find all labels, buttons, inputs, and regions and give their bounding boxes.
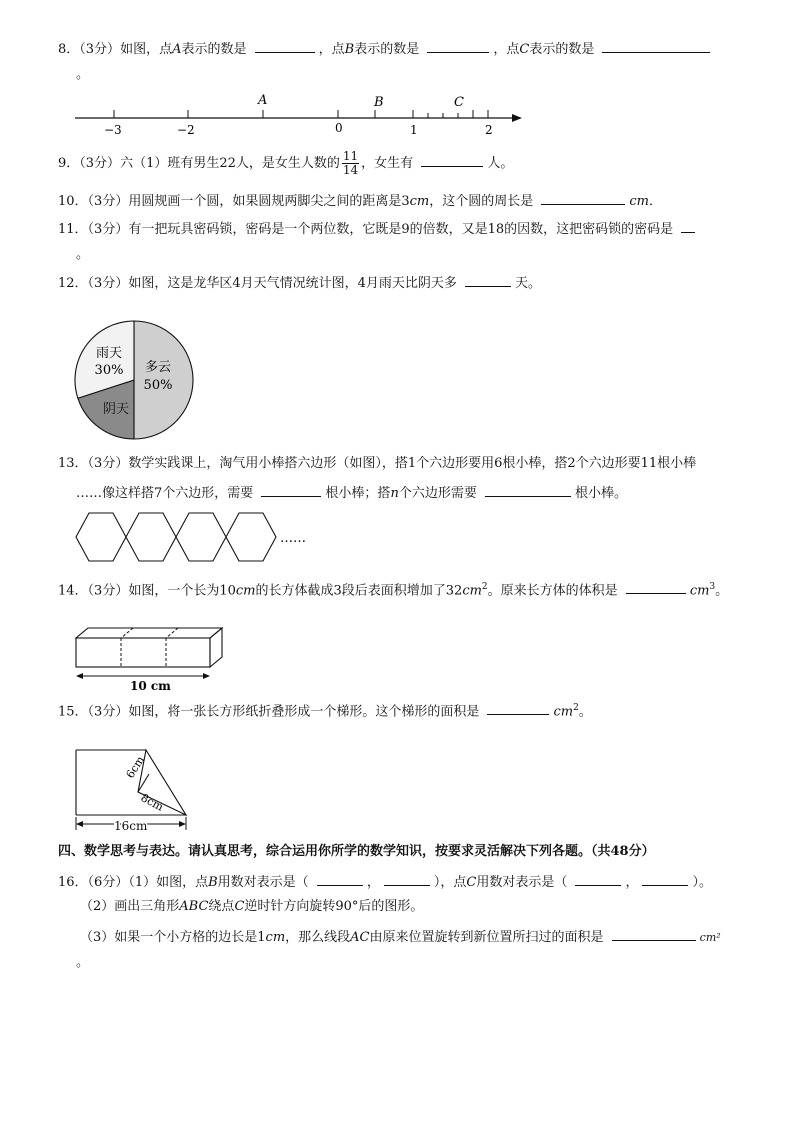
q16-point-c: C (234, 899, 245, 914)
q16-area-blank[interactable] (612, 926, 696, 941)
width-arrow-right (179, 821, 186, 827)
pie-value-cloudy: 50% (143, 378, 173, 393)
q8-point-c: C (519, 42, 530, 57)
q10-line (58, 190, 662, 211)
q14-answer-blank[interactable] (626, 579, 686, 594)
q13-text: 个六边形需要 (398, 486, 477, 501)
q15-score: （3分） (87, 704, 129, 720)
q9-answer-blank[interactable] (421, 152, 483, 167)
pie-value-rainy: 30% (94, 363, 124, 378)
cut-line-1-top (121, 628, 133, 638)
q16-text: （3）如果一个小方格的边长是1 (80, 930, 266, 945)
hexagon-2 (126, 513, 176, 561)
q16-text: ）。 (692, 875, 712, 890)
hexagon-4 (226, 513, 276, 561)
label-b: B (374, 95, 384, 110)
q8-score: （3分） (79, 42, 121, 57)
label-neg3: −3 (104, 123, 122, 137)
q16-number: 16． (58, 875, 88, 890)
q13-text: 根小棒；搭 (325, 486, 391, 501)
q13-answer-a-blank[interactable] (261, 482, 321, 497)
q8-text: 表示的数是 (529, 42, 595, 57)
label-a: A (258, 93, 268, 108)
q11-answer-blank[interactable] (681, 218, 695, 233)
side-label-6cm: 6cm (123, 753, 148, 781)
q16-segment-ac: AC (350, 930, 370, 945)
q8-text: ，点 (318, 42, 345, 57)
q16-text: 用数对表示是（ (476, 875, 568, 890)
q15-number: 15． (58, 704, 88, 720)
q14-sup: 3 (709, 582, 716, 592)
q16-b-x-blank[interactable] (317, 871, 363, 886)
q8-point-b: B (344, 42, 355, 57)
pie-label-cloudy: 多云 (144, 360, 172, 375)
q8-text: 表示的数是 (354, 42, 420, 57)
cuboid-side-face (210, 628, 222, 667)
q9-score: （3分） (79, 156, 121, 171)
q9-fraction (342, 150, 359, 177)
hexagon-1 (76, 513, 126, 561)
length-label: 10 cm (130, 679, 171, 692)
label-0: 0 (335, 121, 343, 135)
cuboid-top-face (76, 628, 222, 638)
q15-sup: 2 (573, 703, 579, 713)
q8-point-a: A (172, 42, 182, 57)
q16-point-b: B (208, 875, 218, 890)
q8-answer-c-blank[interactable] (602, 38, 710, 53)
q8-answer-a-blank[interactable] (255, 38, 315, 53)
q16-text: 由原来位置旋转到新位置所扫过的面积是 (369, 930, 604, 945)
label-2: 2 (485, 123, 493, 137)
q14-text: 如图，一个长为10 (128, 583, 236, 599)
q14-line (58, 578, 728, 600)
number-line-figure (70, 88, 530, 140)
q8-number: 8． (58, 42, 80, 57)
pie-label-overcast: 阴天 (102, 402, 130, 417)
q10-text: ，这个圆的周长是 (429, 194, 534, 209)
q12-score: （3分） (87, 276, 129, 291)
q15-answer-blank[interactable] (487, 700, 549, 715)
pie-label-rainy: 雨天 (95, 346, 123, 361)
q16-unit: cm (265, 930, 286, 945)
q13-line-2 (76, 482, 627, 503)
side-label-8cm: 8cm (138, 791, 166, 814)
q14-number: 14． (58, 583, 88, 599)
q16-c-x-blank[interactable] (575, 871, 621, 886)
width-arrow-left (76, 821, 83, 827)
q10-unit: cm (629, 194, 649, 209)
q16-end: 。 (76, 955, 90, 970)
q16-text: ， (625, 875, 639, 890)
q12-number: 12． (58, 276, 88, 291)
q16-line-1 (58, 871, 712, 892)
q16-score: （6分） (87, 875, 129, 890)
q8-end: 。 (76, 67, 90, 82)
q10-unit: cm (409, 194, 430, 209)
q14-unit: cm (689, 583, 710, 599)
pie-slices (75, 321, 193, 439)
q13-var-n: n (390, 486, 399, 501)
cuboid-figure (70, 622, 240, 692)
q16-unit: cm² (699, 931, 721, 944)
label-1: 1 (410, 123, 418, 137)
cuboid-front-face (76, 638, 210, 667)
q9-number: 9． (58, 156, 80, 171)
q10-answer-blank[interactable] (541, 190, 625, 205)
q8-line (58, 38, 714, 59)
q15-line (58, 699, 592, 721)
q9-frac-num: 11 (342, 149, 359, 163)
section-4-title: 四、数学思考与表达。请认真思考，综合运用你所学的数学知识，按要求灵活解决下列各题。（共48分） (58, 844, 655, 859)
q16-text: （2）画出三角形 (80, 899, 180, 914)
q10-score: （3分） (87, 194, 129, 209)
q12-answer-blank[interactable] (465, 272, 511, 287)
cut-line-2-top (166, 628, 178, 638)
q9-line (58, 150, 513, 177)
q10-text: 用圆规画一个圆，如果圆规两脚尖之间的距离是3 (128, 194, 410, 209)
q9-text: ，女生有 (361, 156, 414, 171)
q16-c-y-blank[interactable] (642, 871, 688, 886)
q10-number: 10． (58, 194, 88, 209)
q14-unit: cm (235, 583, 256, 599)
folded-paper-figure (70, 744, 200, 836)
q14-score: （3分） (87, 583, 129, 599)
q16-b-y-blank[interactable] (384, 871, 430, 886)
q13-text: 数学实践课上，淘气用小棒搭六边形（如图），搭1个六边形要用6根小棒，搭2个六边形要11根小棒 (128, 456, 697, 471)
q16-text: 绕点 (208, 899, 235, 914)
q14-text: 。原来长方体的体积是 (487, 583, 618, 599)
width-label-16cm: 16cm (114, 819, 148, 833)
q16-text: 逆时针方向旋转90°后的图形。 (244, 899, 424, 914)
q14-sup: 2 (481, 582, 488, 592)
q11-number: 11． (58, 222, 88, 237)
q13-text: ……像这样搭7个六边形，需要 (76, 486, 254, 501)
q13-number: 13． (58, 456, 88, 471)
q13-line-1 (58, 455, 696, 473)
q13-answer-b-blank[interactable] (485, 482, 571, 497)
q11-text: 有一把玩具密码锁，密码是一个两位数，它既是9的倍数，又是18的因数，这把密码锁的密码是 (128, 222, 674, 237)
q11-score: （3分） (87, 222, 129, 237)
q13-score: （3分） (87, 456, 129, 471)
q16-line-3 (80, 926, 721, 947)
q16-line-2 (80, 898, 423, 916)
q10-end: ． (648, 194, 662, 209)
hexagon-chain-figure (72, 508, 322, 568)
hexagon-3 (176, 513, 226, 561)
weather-pie-chart (72, 318, 202, 448)
q16-text: ，那么线段 (285, 930, 351, 945)
q9-text: 人。 (487, 156, 514, 171)
q9-text: 六（1）班有男生22人，是女生人数的 (120, 156, 340, 171)
q12-line (58, 272, 541, 293)
q15-unit: cm (553, 704, 574, 720)
q14-unit: cm (462, 583, 482, 599)
q8-text: 如图，点 (120, 42, 173, 57)
q16-text: ， (366, 875, 380, 890)
label-neg2: −2 (177, 123, 195, 137)
q14-end: 。 (715, 583, 729, 599)
q16-text: 用数对表示是（ (217, 875, 309, 890)
q16-point-c: C (466, 875, 477, 890)
dimension-arrow-right (203, 673, 210, 679)
q12-text: 天。 (515, 276, 542, 291)
label-c: C (454, 95, 464, 110)
q8-text: ，点 (493, 42, 520, 57)
q11-line (58, 218, 699, 239)
q16-text: （1）如图，点 (128, 875, 209, 890)
q8-text: 表示的数是 (181, 42, 247, 57)
dimension-arrow-left (76, 673, 83, 679)
q12-text: 如图，这是龙华区4月天气情况统计图，4月雨天比阴天多 (128, 276, 457, 291)
q13-text: 根小棒。 (574, 486, 627, 501)
q9-frac-den: 14 (342, 163, 359, 177)
q15-text: 如图，将一张长方形纸折叠形成一个梯形。这个梯形的面积是 (128, 704, 480, 720)
hexagon-ellipsis: …… (280, 531, 306, 546)
q8-answer-b-blank[interactable] (427, 38, 489, 53)
q16-text: ），点 (433, 875, 467, 890)
q11-end: 。 (76, 247, 90, 262)
q14-text: 的长方体截成3段后表面积增加了32 (255, 583, 463, 599)
q15-end: 。 (578, 704, 592, 720)
number-line-arrow (512, 114, 522, 122)
q16-triangle-abc: ABC (179, 899, 209, 914)
